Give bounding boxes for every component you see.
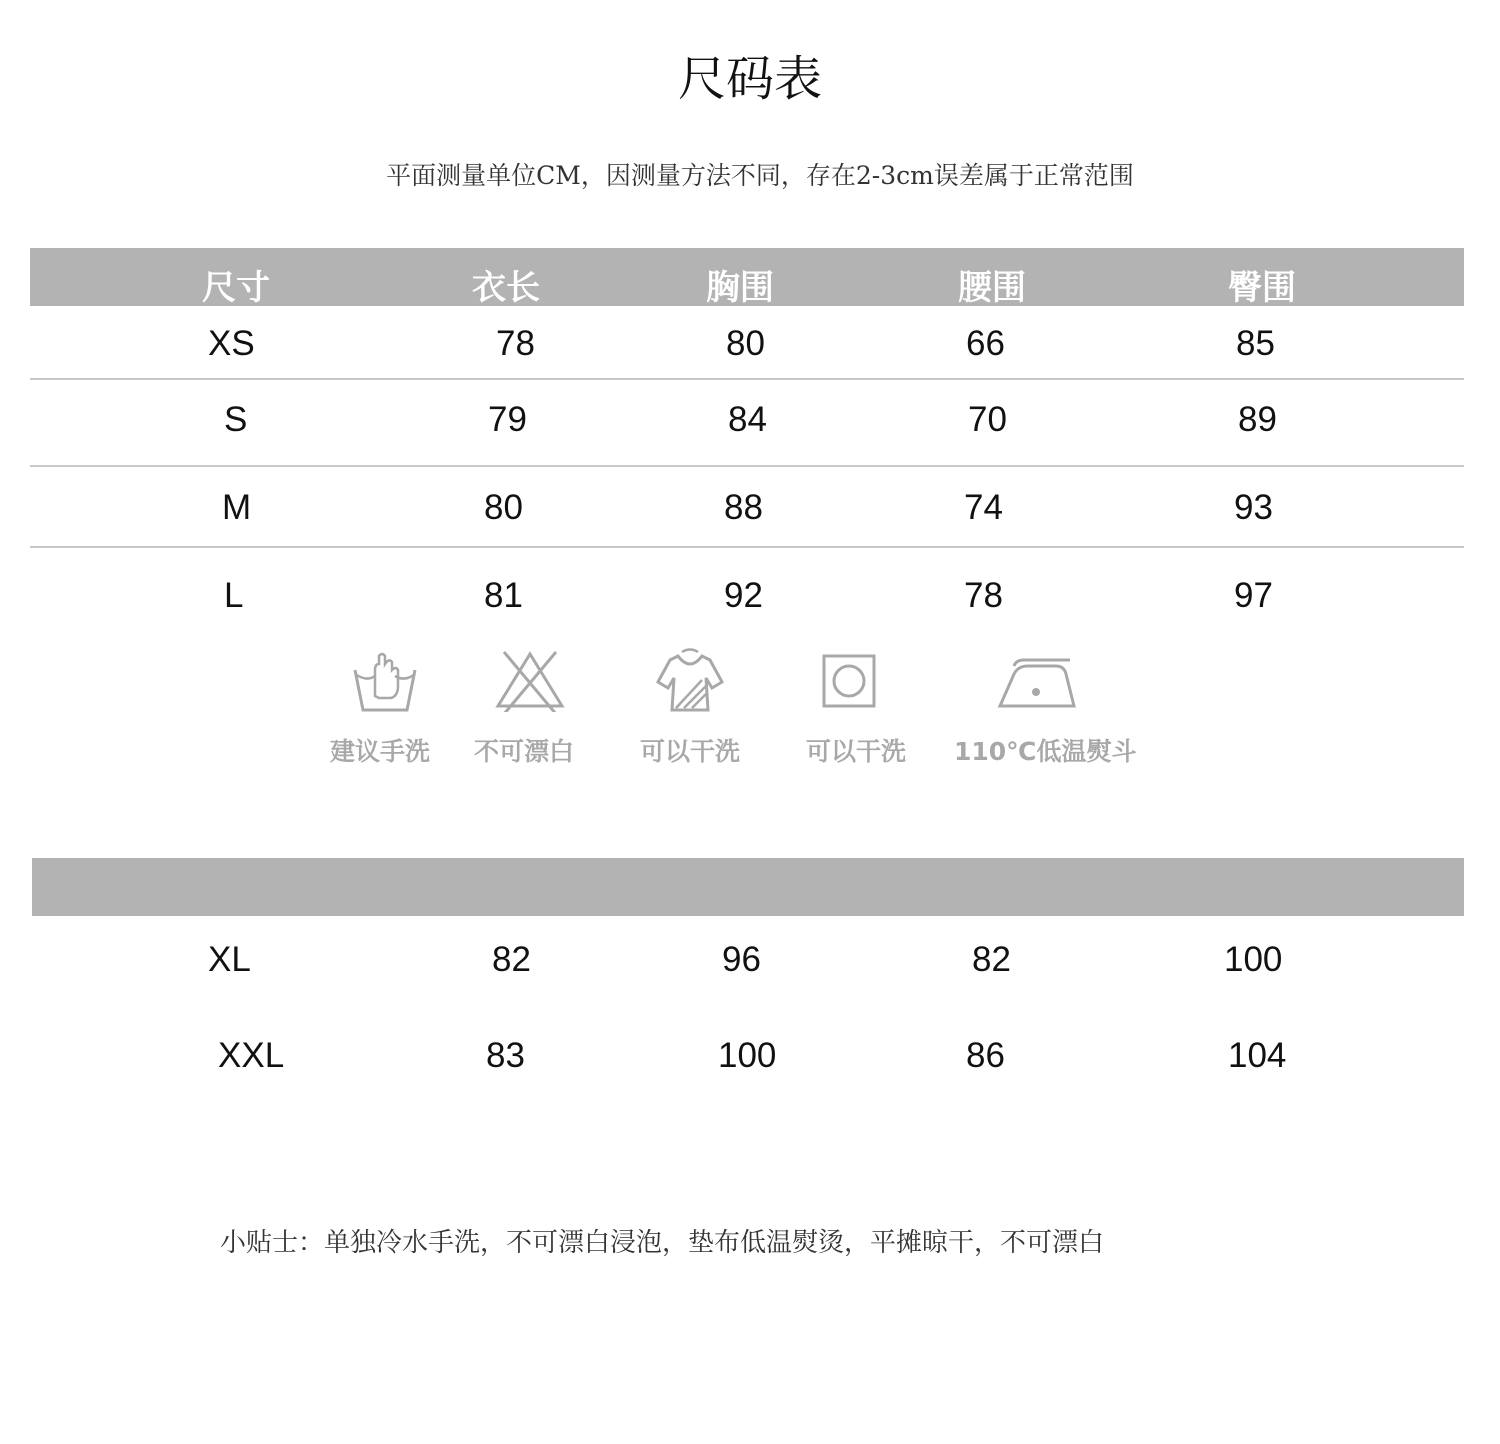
waist-cell: 70 — [968, 400, 1007, 439]
care-label: 建议手洗 — [330, 737, 431, 766]
care-item — [494, 648, 566, 712]
waist-cell: 78 — [964, 576, 1003, 615]
measurement-note: 平面测量单位CM，因测量方法不同，存在2-3cm误差属于正常范围 — [386, 161, 1134, 190]
dry-clean-shirt-icon — [652, 648, 728, 714]
length-cell: 79 — [488, 400, 527, 439]
table-row — [30, 576, 1464, 636]
header-size: 尺寸 — [202, 268, 270, 308]
care-tip: 小贴士：单独冷水手洗，不可漂白浸泡，垫布低温熨烫，平摊晾干，不可漂白 — [220, 1228, 1105, 1258]
size-cell: XXL — [218, 1036, 285, 1075]
bust-cell: 96 — [722, 940, 761, 979]
care-label: 可以干洗 — [806, 737, 907, 766]
care-item — [816, 648, 880, 708]
length-cell: 83 — [486, 1036, 525, 1075]
bust-cell: 84 — [728, 400, 767, 439]
row-divider — [30, 465, 1464, 467]
length-cell: 80 — [484, 488, 523, 527]
size-cell: S — [224, 400, 248, 439]
care-label: 不可漂白 — [474, 737, 575, 766]
header-waist: 腰围 — [958, 268, 1026, 308]
row-divider — [30, 546, 1464, 548]
waist-cell: 86 — [966, 1036, 1005, 1075]
tumble-dry-icon — [818, 648, 878, 708]
care-label: 可以干洗 — [640, 737, 741, 766]
hip-cell: 97 — [1234, 576, 1273, 615]
row-divider — [30, 378, 1464, 380]
length-cell: 78 — [496, 324, 535, 363]
bust-cell: 100 — [718, 1036, 777, 1075]
hip-cell: 104 — [1228, 1036, 1287, 1075]
size-cell: M — [222, 488, 252, 527]
care-item — [340, 648, 430, 712]
size-cell: XL — [208, 940, 251, 979]
header-hip: 臀围 — [1228, 268, 1296, 308]
table-row — [30, 324, 1464, 384]
header-length: 衣长 — [472, 268, 540, 308]
care-item — [652, 648, 728, 714]
hip-cell: 100 — [1224, 940, 1283, 979]
hip-cell: 85 — [1236, 324, 1275, 363]
size-table-header-blank — [32, 858, 1464, 916]
table-row — [30, 940, 1464, 1000]
waist-cell: 66 — [966, 324, 1005, 363]
table-row — [30, 1036, 1464, 1096]
size-table-header — [30, 248, 1464, 306]
size-cell: XS — [208, 324, 255, 363]
hand-wash-icon — [349, 648, 421, 712]
no-bleach-icon — [494, 648, 566, 712]
care-instructions — [0, 648, 1500, 778]
length-cell: 81 — [484, 576, 523, 615]
page-title: 尺码表 — [677, 51, 822, 107]
length-cell: 82 — [492, 940, 531, 979]
size-cell: L — [224, 576, 244, 615]
bust-cell: 92 — [724, 576, 763, 615]
hip-cell: 89 — [1238, 400, 1277, 439]
care-label: 110℃低温熨斗 — [954, 737, 1137, 766]
waist-cell: 74 — [964, 488, 1003, 527]
iron-low-icon — [994, 648, 1078, 712]
table-row — [30, 400, 1464, 460]
care-item — [994, 648, 1078, 712]
waist-cell: 82 — [972, 940, 1011, 979]
table-row — [30, 488, 1464, 548]
header-bust: 胸围 — [706, 268, 774, 308]
bust-cell: 88 — [724, 488, 763, 527]
bust-cell: 80 — [726, 324, 765, 363]
hip-cell: 93 — [1234, 488, 1273, 527]
